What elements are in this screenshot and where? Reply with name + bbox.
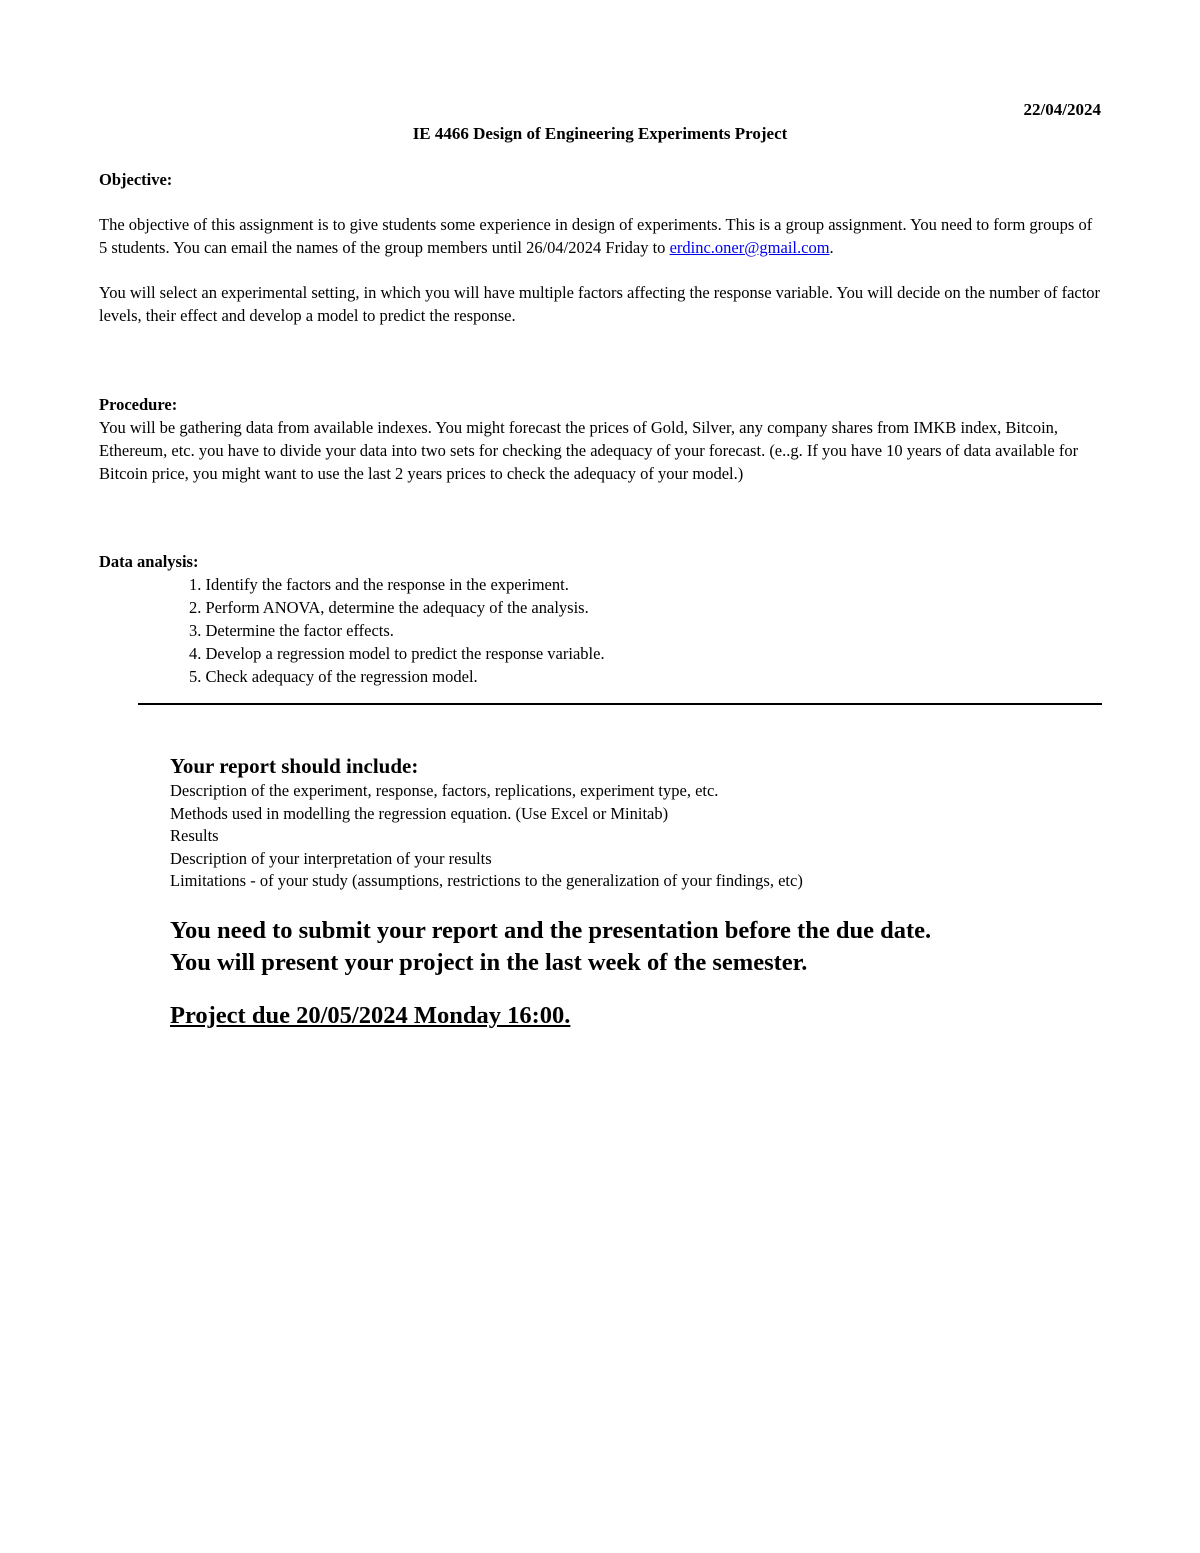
objective-heading: Objective:: [99, 170, 173, 189]
data-analysis-steps: [99, 573, 1104, 688]
due-section: [170, 1002, 1130, 1030]
list-item: 5. Check adequacy of the regression model.: [189, 667, 478, 686]
report-item: Limitations - of your study (assumptions, restrictions to the generalization of your findings, etc): [170, 871, 803, 890]
submission-line-2: You will present your project in the last week of the semester.: [170, 949, 808, 976]
report-item: Methods used in modelling the regression equation. (Use Excel or Minitab): [170, 803, 669, 823]
report-item: Description of the experiment, response, factors, replications, experiment type, etc.: [170, 781, 719, 800]
document-date: 22/04/2024: [1023, 100, 1101, 119]
objective-section: [99, 168, 1104, 327]
data-analysis-heading: Data analysis:: [99, 552, 199, 571]
document-title: IE 4466 Design of Engineering Experiments Project: [412, 124, 788, 143]
email-link[interactable]: erdinc.oner@gmail.com: [669, 238, 830, 257]
project-due-date: Project due 20/05/2024 Monday 16:00.: [170, 1002, 571, 1029]
submission-section: [170, 915, 1130, 979]
objective-paragraph-1-end: .: [829, 238, 834, 257]
list-item: 1. Identify the factors and the response in the experiment.: [189, 575, 569, 594]
horizontal-divider: [138, 703, 1102, 705]
list-item: 2. Perform ANOVA, determine the adequacy of the analysis.: [189, 598, 589, 617]
report-item: Results: [170, 826, 219, 845]
objective-paragraph-2: You will select an experimental setting, in which you will have multiple factors affecting the response variable. You will decide on the number of factor levels, their effect and develop a model to predict the response.: [99, 283, 1101, 325]
objective-paragraph-1: [99, 213, 1104, 259]
list-item: 3. Determine the factor effects.: [189, 621, 394, 640]
procedure-section: [99, 393, 1104, 485]
report-item: Description of your interpretation of your results: [170, 848, 492, 868]
procedure-paragraph: You will be gathering data from available indexes. You might forecast the prices of Gold, Silver, any company shares from IMKB index, Bitcoin, Ethereum, etc. you have to divide your data into two sets for checking the adequacy of your forecast. (e..g. If you have 10 years of data available for Bitcoin price, you might want to use the last 2 years prices to check the adequacy of your model.): [99, 418, 1079, 483]
data-analysis-section: [99, 550, 1104, 688]
list-item: 4. Develop a regression model to predict the response variable.: [189, 644, 605, 663]
report-section: [170, 752, 1130, 893]
objective-paragraph-1-text: The objective of this assignment is to give students some experience in design of experiments. This is a group assignment. You need to form groups of 5 students. You can email the names of the group members until 26/04/2024 Friday to: [99, 215, 1093, 257]
procedure-heading: Procedure:: [99, 395, 178, 414]
submission-line-1: You need to submit your report and the presentation before the due date.: [170, 917, 932, 944]
report-heading: Your report should include:: [170, 754, 419, 778]
